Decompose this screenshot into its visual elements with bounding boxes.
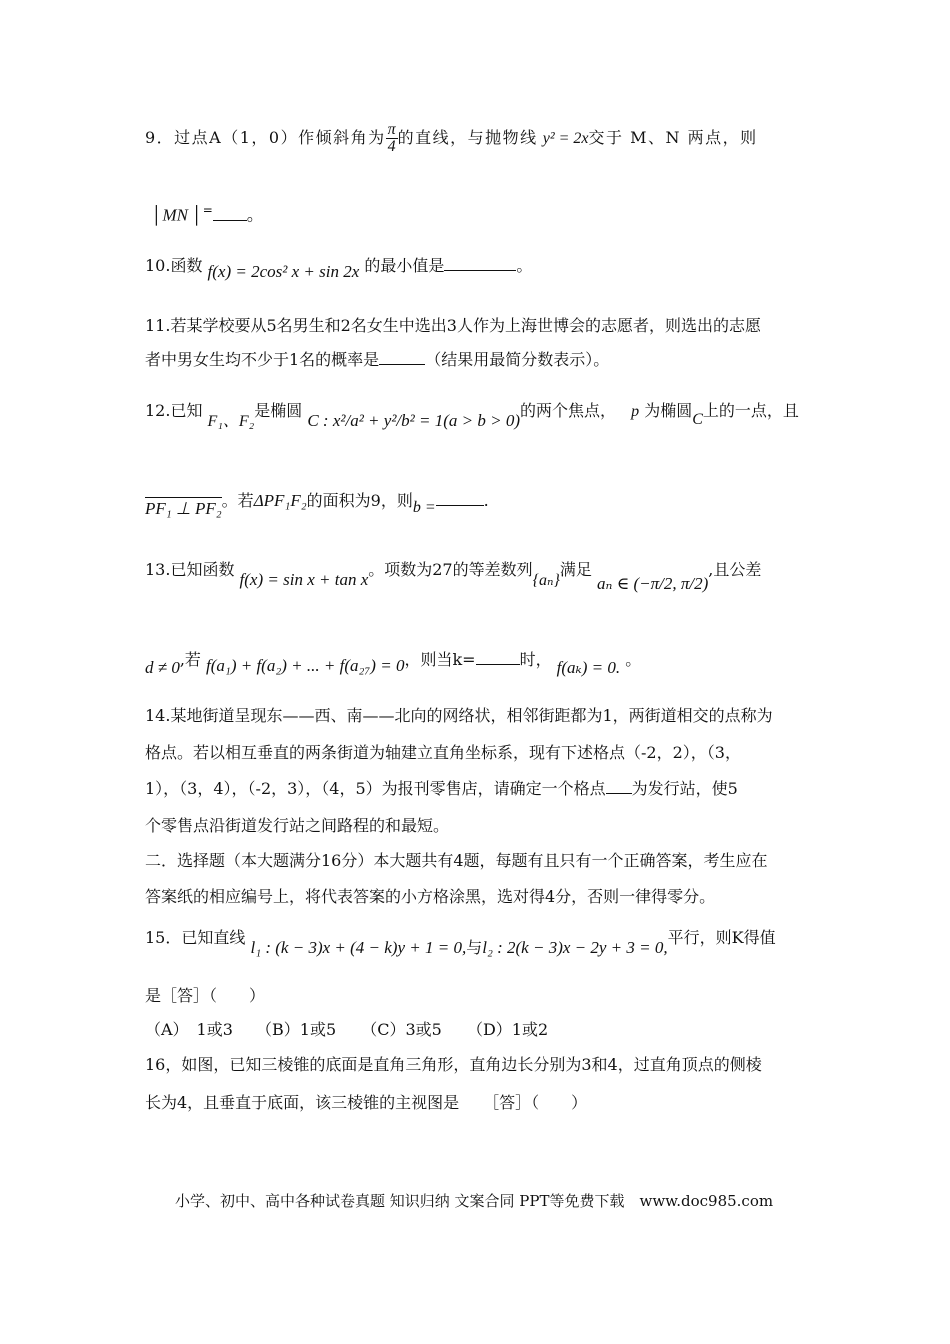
q9-angle-fraction bbox=[386, 122, 398, 155]
q11-line2 bbox=[145, 352, 609, 368]
q11-line2-pre: 者中男女生均不少于1名的概率是 bbox=[145, 350, 380, 369]
q13-when: 时， bbox=[519, 650, 552, 669]
q14-line3 bbox=[145, 781, 738, 797]
q13-line2 bbox=[145, 650, 642, 677]
q15-with: 与 bbox=[466, 938, 483, 957]
q9-text-mid: 的直线，与抛物线 bbox=[397, 128, 538, 147]
q12-area-text: 的面积为9，则 bbox=[306, 491, 413, 510]
q13-pre: 13.已知函数 bbox=[145, 560, 235, 579]
q11-line2-post: （结果用最简分数表示）。 bbox=[425, 350, 610, 369]
q15-post: 平行，则K得值 bbox=[667, 928, 776, 947]
q9-line2 bbox=[152, 204, 264, 225]
q15-l1: l₁ : (k − 3)x + (4 − k)y + 1 = 0, bbox=[250, 938, 467, 957]
q13-fx: f(x) = sin x + tan x bbox=[239, 570, 369, 589]
q14-line3-pre: 1），（3，4），（-2，3），（4，5）为报刊零售店，请确定一个格点 bbox=[145, 779, 606, 798]
q9-eq: = bbox=[202, 203, 213, 217]
q13-fak: f(aₖ) = 0. bbox=[556, 658, 621, 677]
q12-is-ellipse: 是椭圆 bbox=[254, 401, 303, 420]
q13-seq: {aₙ} bbox=[532, 572, 560, 589]
q11-line1: 11.若某学校要从5名男生和2名女生中选出3人作为上海世博会的志愿者，则选出的志愿 bbox=[145, 316, 761, 335]
q13-d: d ≠ 0 bbox=[145, 658, 180, 677]
q15-option-b[interactable]: （B）1或5 bbox=[256, 1020, 337, 1039]
q13-then: ，则当k= bbox=[404, 650, 476, 669]
q12-triangle: ΔPF₁F₂ bbox=[253, 491, 307, 510]
page-footer: 小学、初中、高中各种试卷真题 知识归纳 文案合同 PPT等免费下载 www.doc985.com bbox=[175, 1192, 774, 1210]
q12-perpendicular: PF₁ ⊥ PF₂ bbox=[145, 499, 222, 518]
q12-if-area: 。若 bbox=[221, 491, 254, 510]
q13-answer-blank[interactable] bbox=[476, 663, 520, 665]
q14-answer-blank[interactable] bbox=[606, 792, 632, 794]
q15-answer: 是［答］（ ） bbox=[145, 986, 266, 1005]
q15-option-c[interactable]: （C）3或5 bbox=[361, 1020, 442, 1039]
q14-line4: 个零售点沿街道发行站之间路程的和最短。 bbox=[145, 816, 450, 835]
q15-options bbox=[145, 1022, 548, 1038]
q10-end: 。 bbox=[516, 256, 533, 275]
q9-text-post: 交于 M、N 两点，则 bbox=[588, 128, 758, 147]
q15-pre: 15．已知直线 bbox=[145, 928, 246, 947]
q14-line1: 14.某地街道呈现东——西、南——北向的网络状，相邻街距都为1，两街道相交的点称为 bbox=[145, 706, 773, 725]
q10-answer-blank[interactable] bbox=[444, 269, 516, 271]
q9-text-pre: 9．过点A（1，0）作倾斜角为 bbox=[145, 128, 386, 147]
q12-end: . bbox=[483, 491, 489, 510]
q14-line3-post: 为发行站，使5 bbox=[631, 779, 738, 798]
q13-post: ,且公差 bbox=[708, 560, 762, 579]
q12-line2 bbox=[145, 491, 489, 518]
q9-line1 bbox=[145, 122, 758, 155]
q10-line bbox=[145, 256, 533, 281]
q12-pre: 12.已知 bbox=[145, 401, 203, 420]
q9-angle-den: 4 bbox=[387, 138, 396, 155]
q12-is-point: 为椭圆 bbox=[644, 401, 693, 420]
q15-option-d[interactable]: （D）1或2 bbox=[466, 1020, 549, 1039]
q16-line2: 长为4，且垂直于底面，该三棱锥的主视图是 ［答］（ ） bbox=[145, 1093, 588, 1112]
q9-answer-blank[interactable] bbox=[213, 219, 247, 221]
q9-parabola: y² = 2x bbox=[542, 130, 589, 147]
q9-abs-mn: │MN │ bbox=[152, 205, 203, 225]
q15-option-a[interactable]: （A） 1或3 bbox=[145, 1020, 233, 1039]
sec2-line1: 二．选择题（本大题满分16分）本大题共有4题，每题有且只有一个正确答案，考生应在 bbox=[145, 851, 768, 870]
q13-mid: 。项数为27的等差数列 bbox=[368, 560, 533, 579]
q12-point-p: p bbox=[631, 403, 640, 420]
q13-satisfy: 满足 bbox=[559, 560, 592, 579]
q12-line1 bbox=[145, 401, 799, 430]
q12-b-eq: b = bbox=[412, 499, 436, 516]
q13-if: ,若 bbox=[179, 650, 201, 669]
q11-answer-blank[interactable] bbox=[379, 363, 425, 365]
q12-foci: F₁、F₂ bbox=[207, 413, 255, 430]
q13-sum: f(a₁) + f(a₂) + ... + f(a₂₇) = 0 bbox=[206, 656, 405, 675]
sec2-line2: 答案纸的相应编号上，将代表答案的小方格涂黑，选对得4分，否则一律得零分。 bbox=[145, 887, 716, 906]
q13-line1 bbox=[145, 560, 762, 593]
q13-end: 。 bbox=[625, 650, 642, 669]
q14-line2: 格点。若以相互垂直的两条街道为轴建立直角坐标系，现有下述格点（-2，2），（3， bbox=[145, 743, 741, 762]
q15-line1 bbox=[145, 928, 776, 957]
q15-l2: l₂ : 2(k − 3)x − 2y + 3 = 0, bbox=[482, 938, 668, 957]
q12-two-foci: 的两个焦点， bbox=[519, 401, 616, 420]
q10-pre: 10.函数 bbox=[145, 256, 203, 275]
q13-cond: aₙ ∈ (−π/2, π/2) bbox=[597, 574, 709, 593]
q12-ellipse-equation: C : x²/a² + y²/b² = 1(a > b > 0) bbox=[307, 411, 520, 430]
q10-post: 的最小值是 bbox=[364, 256, 445, 275]
q10-formula: f(x) = 2cos² x + sin 2x bbox=[207, 262, 360, 281]
q12-on: 上的一点，且 bbox=[702, 401, 799, 420]
q9-angle-num: π bbox=[387, 121, 396, 138]
q9-end: 。 bbox=[246, 205, 264, 226]
q12-ellipse-c: C bbox=[692, 411, 703, 428]
q16-line1: 16，如图，已知三棱锥的底面是直角三角形，直角边长分别为3和4，过直角顶点的侧棱 bbox=[145, 1055, 762, 1074]
q12-answer-blank[interactable] bbox=[436, 504, 484, 506]
